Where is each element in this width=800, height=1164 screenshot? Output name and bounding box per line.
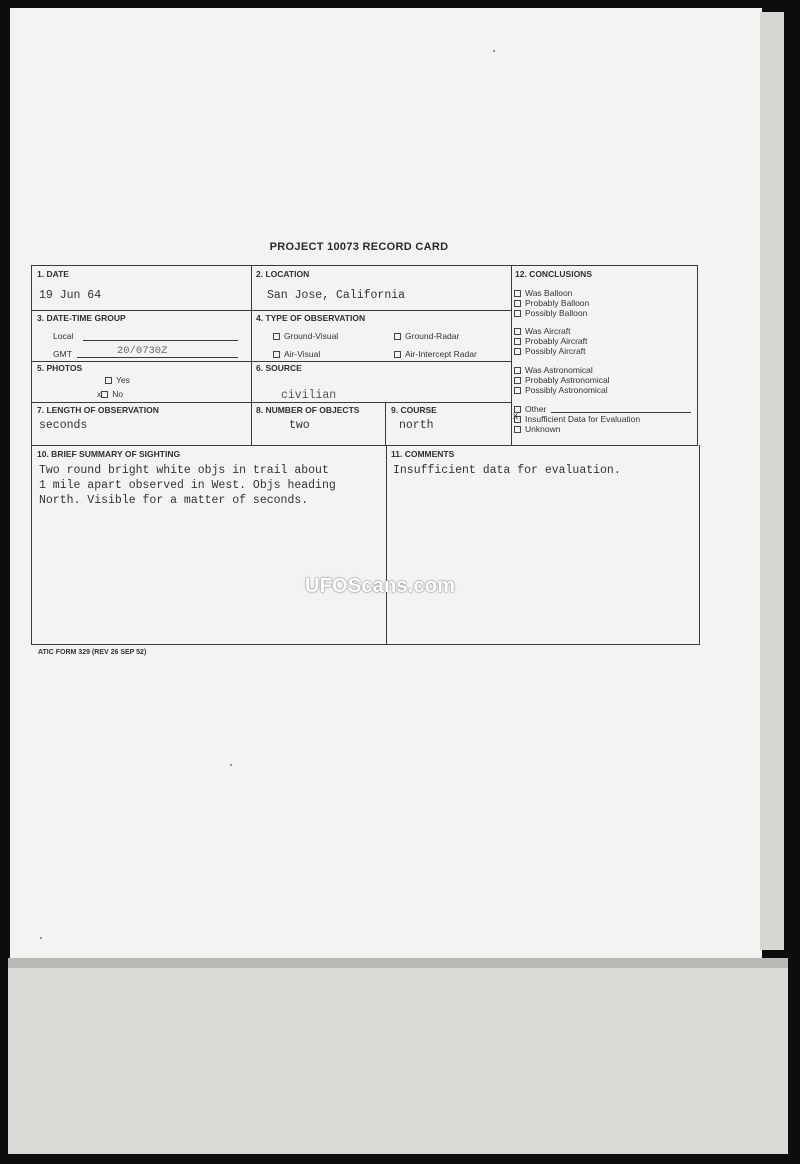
conclusion-was-astronomical: Was Astronomical [514,365,593,375]
location-label: 2. LOCATION [256,269,310,279]
checkbox-icon [514,338,521,345]
other-line [551,412,691,413]
date-label: 1. DATE [37,269,69,279]
checkbox-icon [273,351,280,358]
number-value: two [289,419,310,432]
row-divider-4 [31,445,698,446]
border-left [31,265,32,645]
checkbox-icon [514,377,521,384]
watermark: UFOScans.com [305,575,456,597]
border-right-lower [699,445,700,645]
gmt-line [77,357,238,358]
checkbox-icon [105,377,112,384]
conclusion-possibly-astronomical: Possibly Astronomical [514,385,608,395]
dtg-label: 3. DATE-TIME GROUP [37,313,126,323]
photos-label: 5. PHOTOS [37,363,83,373]
conclusion-probably-aircraft: Probably Aircraft [514,336,587,346]
row-divider-1 [31,310,511,311]
conclusion-was-balloon: Was Balloon [514,288,572,298]
photos-yes: Yes [105,375,130,385]
location-value: San Jose, California [267,289,406,302]
type-ground-visual: Ground-Visual [273,331,338,341]
divider-comments [386,445,387,645]
date-value: 19 Jun 64 [39,289,102,302]
number-label: 8. NUMBER OF OBJECTS [256,405,360,415]
summary-label: 10. BRIEF SUMMARY OF SIGHTING [37,449,181,459]
divider-course [385,402,386,445]
conclusion-probably-astronomical: Probably Astronomical [514,375,610,385]
form-footer: ATIC FORM 329 (REV 26 SEP 52) [38,649,147,656]
type-ground-radar: Ground-Radar [394,331,459,341]
photos-no: x No [97,389,124,399]
speck [230,764,232,766]
length-value: seconds [39,419,88,432]
checkbox-icon [394,351,401,358]
checkbox-icon [101,391,108,398]
border-right-upper [697,265,698,445]
local-label: Local [53,331,74,341]
checkbox-icon [514,310,521,317]
checkbox-icon [514,290,521,297]
card-title: PROJECT 10073 RECORD CARD [269,241,449,253]
type-air-visual: Air-Visual [273,349,320,359]
speck [493,50,495,52]
checkbox-icon [273,333,280,340]
checkbox-icon [514,300,521,307]
summary-line-3: North. Visible for a matter of seconds. [39,494,309,507]
checkbox-icon [514,367,521,374]
gmt-value: 20/0730Z [117,345,168,357]
conclusions-label: 12. CONCLUSIONS [515,269,592,279]
underlying-page [8,968,788,1154]
summary-line-2: 1 mile apart observed in West. Objs heading [39,479,336,492]
source-value: civilian [281,389,337,402]
conclusion-possibly-aircraft: Possibly Aircraft [514,346,585,356]
divider-conclusions [511,265,512,445]
type-air-intercept-radar: Air-Intercept Radar [394,349,477,359]
conclusion-possibly-balloon: Possibly Balloon [514,308,587,318]
no-check-mark: x [97,389,102,399]
conclusion-insufficient-data: x Insufficient Data for Evaluation [513,411,641,424]
row-divider-3 [31,402,511,403]
comments-label: 11. COMMENTS [391,449,455,459]
border-bottom [31,644,700,645]
course-value: north [399,419,434,432]
conclusion-other: Other [514,404,546,414]
paper-edge [760,12,784,950]
checkbox-icon [394,333,401,340]
speck [40,937,42,939]
local-line [83,340,238,341]
length-label: 7. LENGTH OF OBSERVATION [37,405,159,415]
course-label: 9. COURSE [391,405,437,415]
conclusion-probably-balloon: Probably Balloon [514,298,589,308]
source-label: 6. SOURCE [256,363,302,373]
conclusion-unknown: Unknown [514,424,560,434]
checkbox-icon [514,348,521,355]
border-top [31,265,697,266]
conclusion-was-aircraft: Was Aircraft [514,326,571,336]
row-divider-2 [31,361,511,362]
summary-line-1: Two round bright white objs in trail about [39,464,329,477]
checkbox-icon [514,328,521,335]
checkbox-icon [514,387,521,394]
conclusion-check-mark: x [513,411,518,422]
type-label: 4. TYPE OF OBSERVATION [256,313,366,323]
comments-value: Insufficient data for evaluation. [393,464,621,477]
divider-left-col [251,265,252,445]
checkbox-icon [514,426,521,433]
gmt-label: GMT [53,349,72,359]
